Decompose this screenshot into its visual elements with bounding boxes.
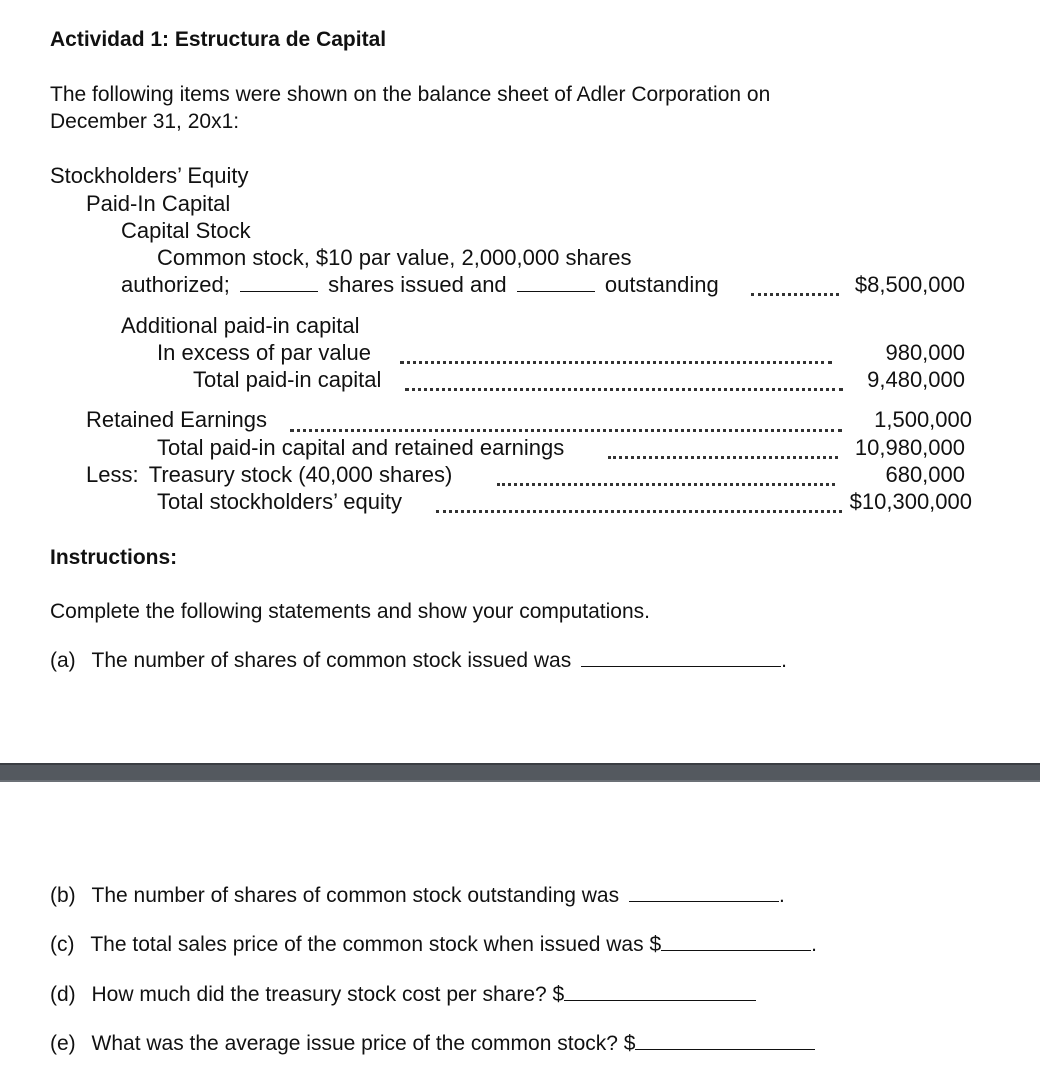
bs-total-paid-in-amount: 9,480,000 — [867, 367, 965, 392]
intro-line-2: December 31, 20x1: — [50, 110, 240, 133]
bs-common-line-2 — [121, 272, 719, 298]
instructions-heading: Instructions: — [50, 546, 178, 569]
bs-total-paid-in: Total paid-in capital — [193, 367, 382, 392]
question-c-text: The total sales price of the common stock when issued was $ — [90, 933, 662, 956]
bs-outstanding-label: outstanding — [604, 272, 719, 297]
leader-dots — [436, 510, 842, 513]
bs-excess-amount: 980,000 — [885, 340, 965, 365]
leader-dots — [608, 456, 838, 459]
bs-excess-par: In excess of par value — [157, 340, 372, 365]
leader-dots — [290, 429, 842, 432]
answer-b-blank[interactable] — [629, 901, 779, 902]
intro-line-1: The following items were shown on the balance sheet of Adler Corporation on — [50, 83, 771, 106]
question-a-label: (a) — [50, 649, 76, 672]
question-a-period: . — [781, 649, 787, 672]
answer-c-blank[interactable] — [661, 950, 811, 951]
blank-shares-outstanding[interactable] — [517, 291, 595, 292]
bs-paid-in-capital: Paid-In Capital — [86, 191, 231, 216]
bs-capital-stock: Capital Stock — [121, 218, 251, 243]
leader-dots — [497, 483, 835, 486]
question-b-text: The number of shares of common stock outstanding was — [91, 884, 620, 907]
bs-common-line-1: Common stock, $10 par value, 2,000,000 shares — [157, 245, 632, 270]
question-d-label: (d) — [50, 983, 76, 1006]
question-a-text: The number of shares of common stock issued was — [91, 649, 572, 672]
question-e-text: What was the average issue price of the common stock? $ — [91, 1032, 636, 1055]
question-d — [50, 983, 756, 1007]
question-b — [50, 884, 785, 908]
bs-less-label: Less: — [86, 462, 139, 487]
leader-dots — [405, 388, 843, 391]
answer-a-blank[interactable] — [581, 666, 781, 667]
bs-total-se: Total stockholders’ equity — [157, 489, 402, 514]
bs-issued-label: shares issued and — [328, 272, 507, 297]
bs-total-se-amount: $10,300,000 — [849, 489, 972, 514]
bs-total-pic-re: Total paid-in capital and retained earnings — [157, 435, 565, 460]
question-a — [50, 649, 787, 673]
bs-heading: Stockholders’ Equity — [50, 163, 249, 188]
bs-common-amount: $8,500,000 — [854, 272, 965, 297]
bs-total-pic-re-amount: 10,980,000 — [854, 435, 965, 460]
question-c — [50, 933, 817, 957]
question-c-label: (c) — [50, 933, 75, 956]
bs-apic: Additional paid-in capital — [121, 313, 360, 338]
answer-d-blank[interactable] — [564, 1000, 756, 1001]
instructions-text: Complete the following statements and show your computations. — [50, 600, 650, 623]
question-e-label: (e) — [50, 1032, 76, 1055]
bs-less-treasury — [86, 462, 452, 488]
question-e — [50, 1032, 815, 1056]
question-b-period: . — [778, 884, 785, 907]
leader-dots — [751, 293, 839, 296]
bs-treasury-amount: 680,000 — [885, 462, 965, 487]
bs-treasury-label: Treasury stock (40,000 shares) — [148, 462, 453, 487]
bs-authorized-label: authorized; — [121, 272, 230, 297]
page-break-divider — [0, 763, 1040, 782]
blank-shares-issued[interactable] — [240, 291, 318, 292]
leader-dots — [400, 361, 832, 364]
bs-retained-amount: 1,500,000 — [874, 407, 972, 432]
page-title: Actividad 1: Estructura de Capital — [50, 28, 387, 51]
question-c-period: . — [811, 933, 817, 956]
bs-retained-earnings: Retained Earnings — [86, 407, 268, 432]
answer-e-blank[interactable] — [635, 1049, 815, 1050]
question-b-label: (b) — [50, 884, 76, 907]
question-d-text: How much did the treasury stock cost per share? $ — [91, 983, 565, 1006]
